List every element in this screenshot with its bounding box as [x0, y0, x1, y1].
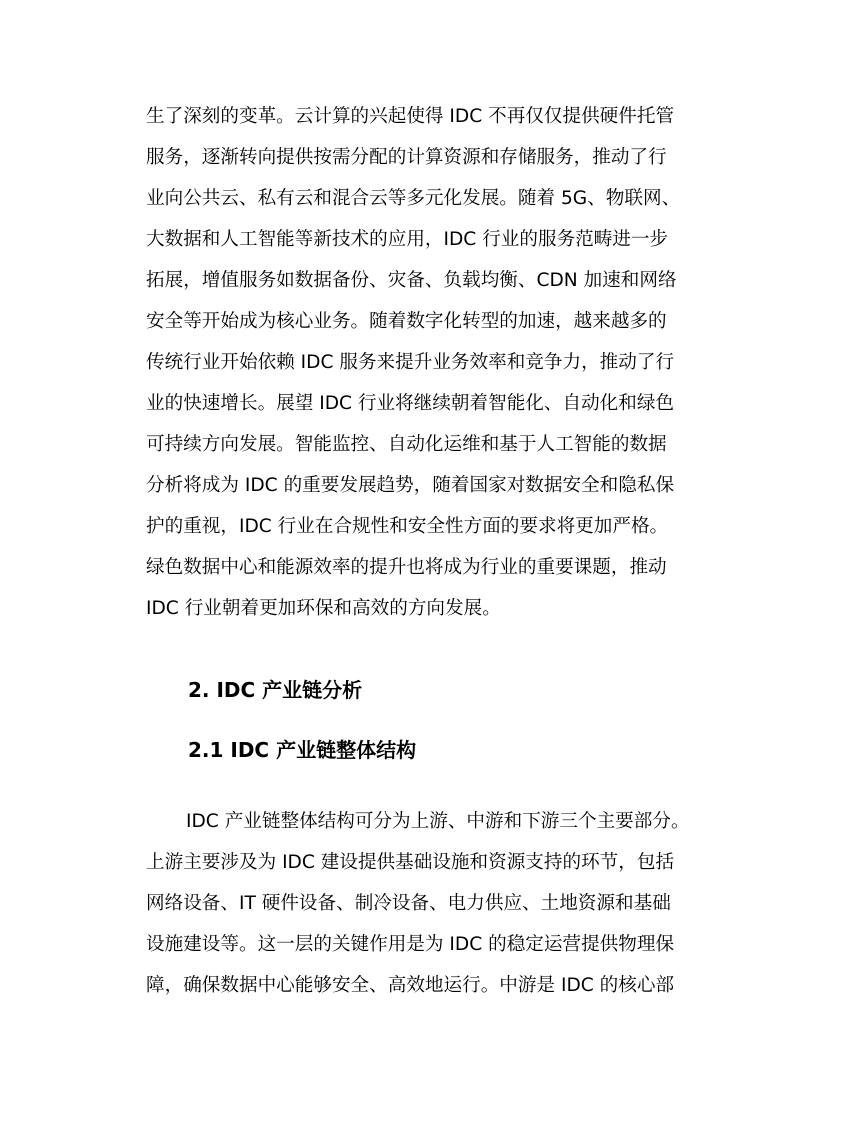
paragraph-line: 障，确保数据中心能够安全、高效地运行。中游是 IDC 的核心部 [146, 975, 675, 996]
paragraph-line: 网络设备、IT 硬件设备、制冷设备、电力供应、土地资源和基础 [146, 893, 671, 914]
paragraph-line: 生了深刻的变革。云计算的兴起使得 IDC 不再仅仅提供硬件托管 [146, 106, 675, 127]
paragraph-line: 可持续方向发展。智能监控、自动化运维和基于人工智能的数据 [146, 434, 667, 455]
paragraph-line: 安全等开始成为核心业务。随着数字化转型的加速，越来越多的 [146, 311, 667, 332]
paragraph-line: 服务，逐渐转向提供按需分配的计算资源和存储服务，推动了行 [146, 147, 667, 168]
paragraph-line: 传统行业开始依赖 IDC 服务来提升业务效率和竞争力，推动了行 [146, 352, 675, 373]
paragraph-line: IDC 行业朝着更加环保和高效的方向发展。 [146, 598, 501, 619]
paragraph-line: 绿色数据中心和能源效率的提升也将成为行业的重要课题，推动 [146, 557, 667, 578]
paragraph-line: 设施建设等。这一层的关键作用是为 IDC 的稳定运营提供物理保 [146, 934, 675, 955]
paragraph-line: 大数据和人工智能等新技术的应用，IDC 行业的服务范畴进一步 [146, 229, 669, 250]
paragraph-line: IDC 产业链整体结构可分为上游、中游和下游三个主要部分。 [186, 811, 690, 832]
paragraph-line: 业的快速增长。展望 IDC 行业将继续朝着智能化、自动化和绿色 [146, 393, 675, 414]
section-heading: 2. IDC 产业链分析 [188, 678, 363, 702]
paragraph-line: 拓展，增值服务如数据备份、灾备、负载均衡、CDN 加速和网络 [146, 270, 677, 291]
paragraph-line: 上游主要涉及为 IDC 建设提供基础设施和资源支持的环节，包括 [146, 852, 675, 873]
subsection-heading: 2.1 IDC 产业链整体结构 [188, 738, 417, 762]
paragraph-line: 分析将成为 IDC 的重要发展趋势，随着国家对数据安全和隐私保 [146, 475, 675, 496]
paragraph-line: 业向公共云、私有云和混合云等多元化发展。随着 5G、物联网、 [146, 188, 681, 209]
paragraph-line: 护的重视，IDC 行业在合规性和安全性方面的要求将更加严格。 [146, 516, 669, 537]
